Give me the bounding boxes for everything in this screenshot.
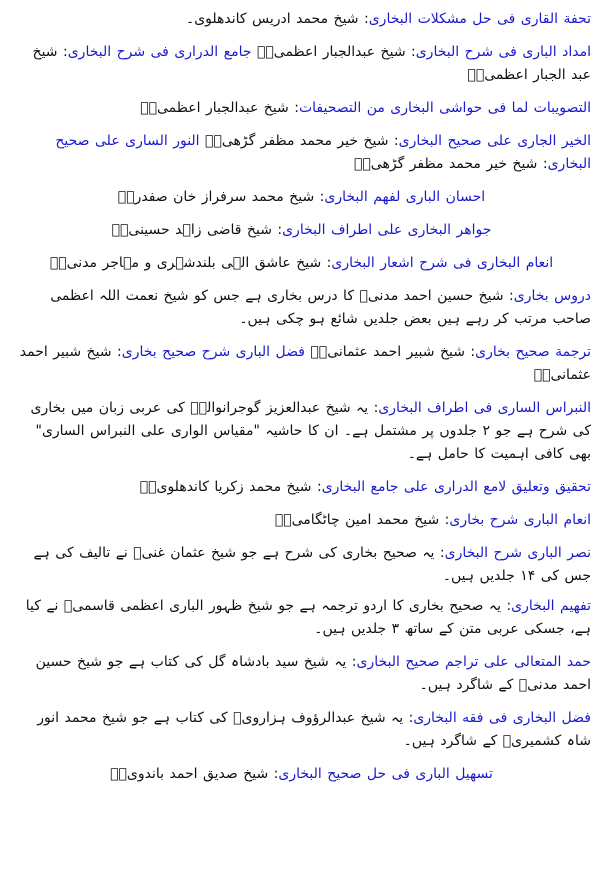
book-title: تسهيل البارى فى حل صحيح البخارى (278, 766, 493, 782)
entry-tarjamat-sahih-bukhari: ترجمة صحیح بخاری: شیخ شبیر احمد عثمانیؒ۔ فضل البارى شرح صحيح بخارى: شیخ شبیر احمد عثمانیؒ۔ (19, 344, 591, 383)
entry-tahqiq-lami-al-darari: تحقيق وتعليق لامع الدرارى على جامع البخارى: شیخ محمد زکریا کاندھلویؒ۔ (139, 479, 591, 495)
book-author: شیخ شبیر احمد عثمانیؒ (318, 344, 465, 360)
entry-ihsan-al-bari: احسان البارى لفهم البخارى: شیخ محمد سرفراز خان صفدرؒ۔ (117, 189, 486, 205)
book-title: الخیر الجاری علی صحیح البخاری (398, 133, 591, 149)
entry-hamd-al-mutaali: حمد المتعالى على تراجم صحيح البخارى: یہ شیخ سید بادشاہ گل کی کتاب ہے جو شیخ حسین احمد مدنیؒ کے شاگرد ہیں۔ (35, 654, 591, 693)
book-title: تحقيق وتعليق لامع الدرارى على جامع البخارى (321, 479, 591, 495)
entry-duroos-bukhari: دروس بخاری: شیخ حسین احمد مدنیؒ کا درس بخاری ہے جس کو شیخ نعمت اللہ اعظمی صاحب مرتب کر رہے ہیں بعض جلدیں شائع ہو چکی ہیں۔ (50, 288, 591, 327)
book-note: یہ شیخ عبدالعزیز گوجرانوالہؒ کی عربی زبان میں بخاری کی شرح ہے جو ۲ جلدوں پر مشتمل ہے۔ ان کا حاشیہ "مقیاس الواری علی النبراس الساری" بھی کافی اہمیت کا حامل ہے۔ (30, 400, 591, 462)
book-author: شیخ قاضی زاہد حسینیؒ (120, 222, 272, 238)
book-note: یہ شیخ عبدالرؤوف ہزارویؒ کی کتاب ہے جو شیخ محمد انور شاہ کشمیریؒ کے شاگرد ہیں۔ (37, 710, 591, 749)
book-author: شیخ محمد زکریا کاندھلویؒ (148, 479, 312, 495)
book-note: کا درس بخاری ہے جس کو شیخ نعمت اللہ اعظمی صاحب مرتب کر رہے ہیں بعض جلدیں شائع ہو چکی ہیں۔ (50, 288, 591, 327)
entry-nasr-al-bari: نصر البارى شرح البخارى: یہ صحیح بخاری کی شرح ہے جو شیخ عثمان غنیؒ نے تالیف کی ہے جس کی ۱۴ جلدیں ہیں۔ (33, 545, 591, 584)
book-title: النبراس السارى فى اطراف البخارى (378, 400, 591, 416)
book-title: نصر البارى شرح البخارى (444, 545, 591, 561)
book-author: شیخ حسین احمد مدنیؒ (359, 288, 504, 304)
book-title: فضل البارى شرح صحيح بخارى (121, 344, 305, 360)
book-author: شیخ عبدالجبار اعظمیؒ (265, 44, 406, 60)
book-author: شیخ خیر محمد مظفر گڑھیؒ (362, 156, 538, 172)
entry-al-taswibat: التصویبات لما فی حواشی البخاری من التصحیفات: شیخ عبدالجبار اعظمیؒ۔ (140, 100, 591, 116)
book-author: شیخ شبیر احمد عثمانیؒ (19, 344, 591, 383)
book-author: شیخ عبدالجبار اعظمیؒ (148, 100, 289, 116)
entry-imdad-al-bari: امداد البارى فى شرح البخارى: شیخ عبدالجبار اعظمیؒ۔ جامع الدرارى فى شرح البخارى: شیخ عبد الجبار اعظمیؒ۔ (32, 44, 591, 83)
entry-inam-al-bari: انعام البارى شرح بخارى: شیخ محمد امین چاٹگامیؒ۔ (274, 512, 591, 528)
book-author: شیخ محمد سرفراز خان صفدرؒ (126, 189, 315, 205)
book-title: امداد البارى فى شرح البخارى (415, 44, 591, 60)
book-author: شیخ عاشق الہی بلندشہری و مہاجر مدنیؒ (58, 255, 322, 271)
book-title: حمد المتعالى على تراجم صحيح البخارى (356, 654, 591, 670)
book-title: النور السارى على صحيح البخارى (55, 133, 591, 172)
book-title: انعام البارى شرح بخارى (449, 512, 591, 528)
book-author: شیخ صدیق احمد باندویؒ (118, 766, 269, 782)
book-title: جامع الدرارى فى شرح البخارى (67, 44, 252, 60)
entry-jawahir-al-bukhari: جواهر البخارى على اطراف البخارى: شیخ قاضی زاہد حسینیؒ۔ (111, 222, 492, 238)
book-title: جواهر البخارى على اطراف البخارى (282, 222, 492, 238)
book-title: انعام البخارى فى شرح اشعار البخارى (331, 255, 554, 271)
entry-al-nibras-al-sari: النبراس السارى فى اطراف البخارى: یہ شیخ عبدالعزیز گوجرانوالہؒ کی عربی زبان میں بخاری کی شرح ہے جو ۲ جلدوں پر مشتمل ہے۔ ان کا حاشیہ "مقیاس الواری علی النبراس الساری" بھی کافی اہمیت کا حامل ہے۔ (30, 400, 591, 462)
book-title: احسان البارى لفهم البخارى (324, 189, 486, 205)
entry-fadl-al-bukhari: فضل البخارى فى فقه البخارى: یہ شیخ عبدالرؤوف ہزارویؒ کی کتاب ہے جو شیخ محمد انور شاہ کشمیریؒ کے شاگرد ہیں۔ (37, 710, 591, 749)
book-title: تفهيم البخارى (511, 598, 591, 614)
entry-inam-al-bukhari: انعام البخارى فى شرح اشعار البخارى: شیخ عاشق الہی بلندشہری و مہاجر مدنیؒ۔ (49, 255, 554, 271)
book-note: یہ صحیح بخاری کا اردو ترجمہ ہے جو شیخ ظہور الباری اعظمی قاسمیؒ نے کیا ہے، جسکی عربی متن کے ساتھ ۳ جلدیں ہیں۔ (25, 598, 591, 637)
book-title: ترجمة صحیح بخاری (475, 344, 591, 360)
book-title: دروس بخاری (513, 288, 591, 304)
book-note: یہ شیخ سید بادشاہ گل کی کتاب ہے جو شیخ حسین احمد مدنیؒ کے شاگرد ہیں۔ (35, 654, 591, 693)
book-author: شیخ محمد ادریس کاندھلوی (194, 11, 359, 27)
entry-tashil-al-bari: تسهيل البارى فى حل صحيح البخارى: شیخ صدیق احمد باندویؒ۔ (110, 766, 493, 782)
entry-tafhim-al-bukhari: تفهيم البخارى: یہ صحیح بخاری کا اردو ترجمہ ہے جو شیخ ظہور الباری اعظمی قاسمیؒ نے کیا ہے، جسکی عربی متن کے ساتھ ۳ جلدیں ہیں۔ (25, 598, 591, 637)
book-author: شیخ محمد امین چاٹگامیؒ (283, 512, 440, 528)
book-title: التصویبات لما فی حواشی البخاری من التصحیفات (298, 100, 591, 116)
entry-al-khayr-al-jari: الخیر الجاری علی صحیح البخاری: شیخ خیر محمد مظفر گڑھیؒ۔ النور السارى على صحيح البخارى: شیخ خیر محمد مظفر گڑھیؒ۔ (55, 133, 591, 172)
book-author: شیخ خیر محمد مظفر گڑھیؒ (213, 133, 389, 149)
entry-tuhfat-al-qari: تحفة القارى فى حل مشكلات البخارى: شیخ محمد ادریس کاندھلوی۔ (186, 11, 591, 27)
book-note: یہ صحیح بخاری کی شرح ہے جو شیخ عثمان غنیؒ نے تالیف کی ہے جس کی ۱۴ جلدیں ہیں۔ (33, 545, 591, 584)
book-title: فضل البخارى فى فقه البخارى (413, 710, 591, 726)
book-author: شیخ عبد الجبار اعظمیؒ (32, 44, 591, 83)
book-title: تحفة القارى فى حل مشكلات البخارى (368, 11, 591, 27)
